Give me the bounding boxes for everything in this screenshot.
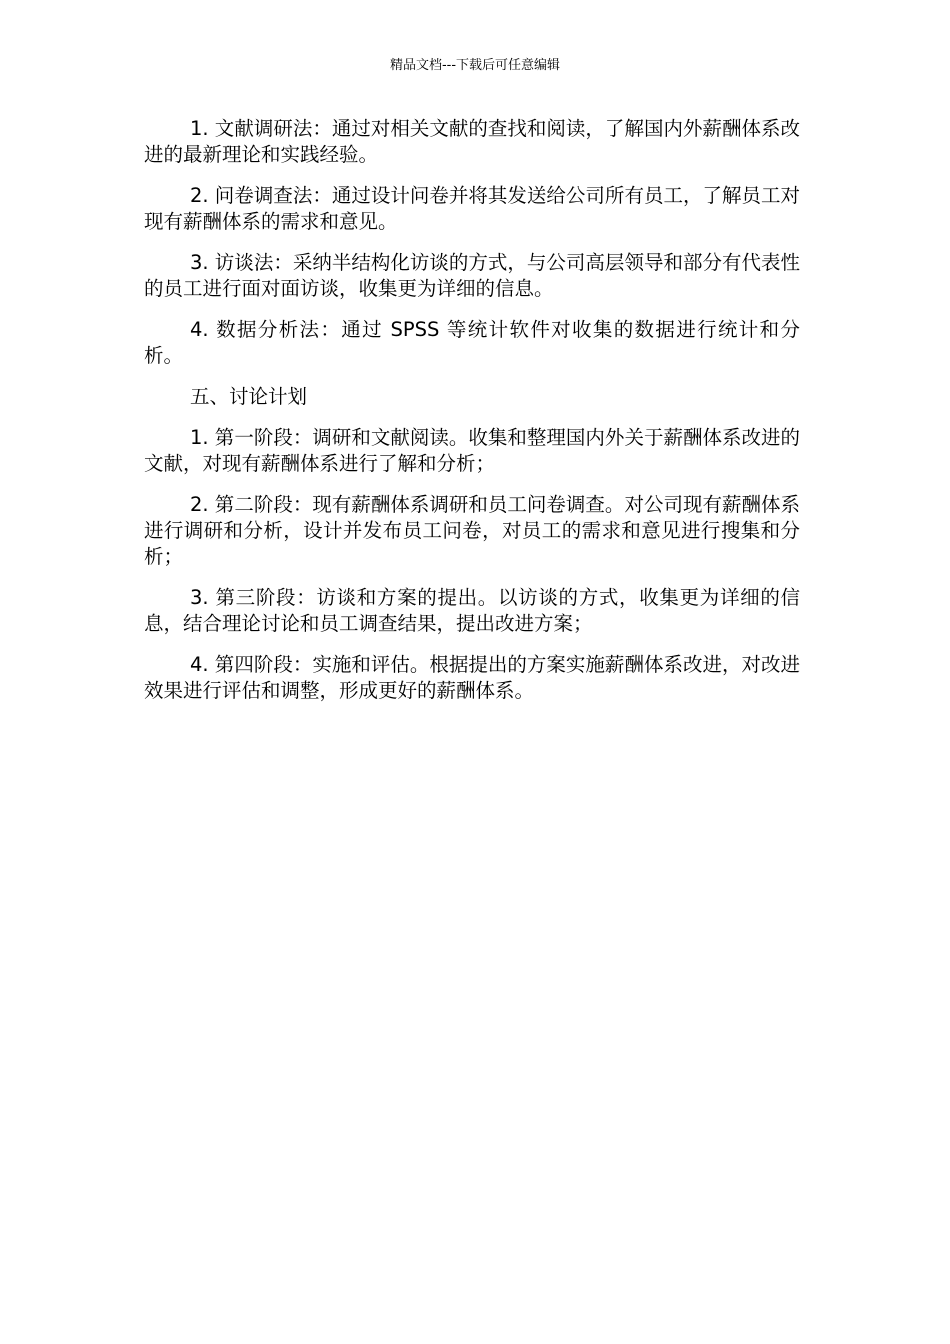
paragraph-stage-2: 2. 第二阶段：现有薪酬体系调研和员工问卷调查。对公司现有薪酬体系进行调研和分析，设计并发布员工问卷，对员工的需求和意见进行搜集和分析； (144, 493, 800, 568)
paragraph-stage-1: 1. 第一阶段：调研和文献阅读。收集和整理国内外关于薪酬体系改进的文献，对现有薪酬体系进行了解和分析； (144, 426, 800, 475)
paragraph-method-literature: 1. 文献调研法：通过对相关文献的查找和阅读，了解国内外薪酬体系改进的最新理论和实践经验。 (144, 117, 800, 166)
paragraph-stage-3: 3. 第三阶段：访谈和方案的提出。以访谈的方式，收集更为详细的信息，结合理论讨论和员工调查结果，提出改进方案； (144, 586, 800, 635)
paragraph-method-data-analysis: 4. 数据分析法：通过 SPSS 等统计软件对收集的数据进行统计和分析。 (144, 318, 800, 367)
paragraph-stage-4: 4. 第四阶段：实施和评估。根据提出的方案实施薪酬体系改进，对改进效果进行评估和调整，形成更好的薪酬体系。 (144, 653, 800, 702)
section-heading-plan: 五、讨论计划 (190, 385, 308, 408)
paragraph-method-questionnaire: 2. 问卷调查法：通过设计问卷并将其发送给公司所有员工，了解员工对现有薪酬体系的需求和意见。 (144, 184, 800, 233)
paragraph-method-interview: 3. 访谈法：采纳半结构化访谈的方式，与公司高层领导和部分有代表性的员工进行面对面访谈，收集更为详细的信息。 (144, 251, 800, 300)
page-header: 精品文档---下载后可任意编辑 (389, 58, 561, 73)
document-body (144, 116, 800, 719)
